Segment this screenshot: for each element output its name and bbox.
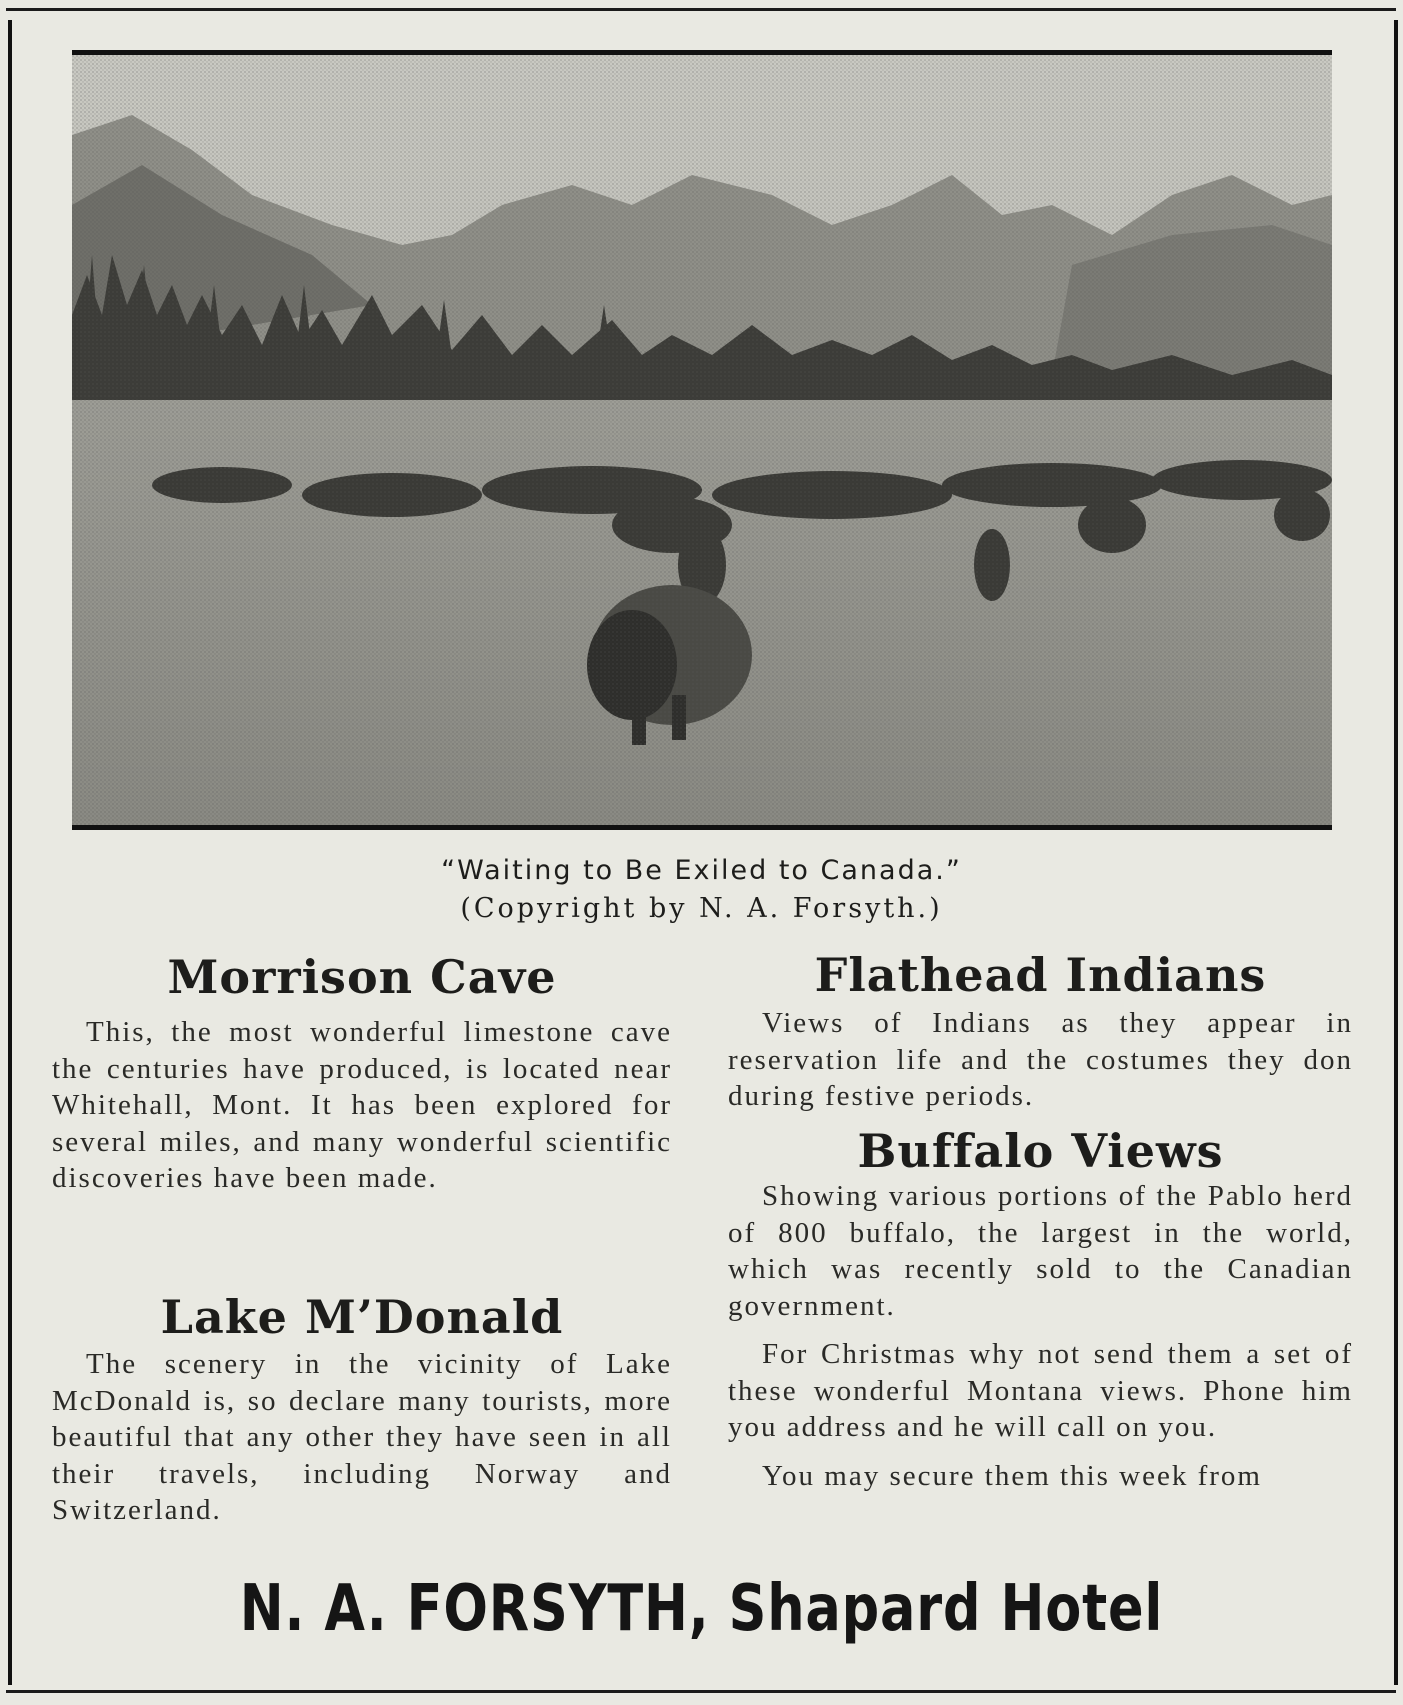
photo-caption: “Waiting to Be Exiled to Canada.” bbox=[441, 855, 962, 886]
flathead-indians-heading: Flathead Indians bbox=[814, 948, 1267, 1002]
morrison-cave-heading: Morrison Cave bbox=[167, 950, 557, 1004]
flathead-indians-paragraph: Views of Indians as they appear in reservation life and the costumes they don during festive periods. bbox=[728, 1007, 1353, 1112]
photo-copyright: (Copyright by N. A. Forsyth.) bbox=[460, 893, 943, 924]
lake-mcdonald-text bbox=[52, 1346, 672, 1529]
buffalo-views-paragraph-3: You may secure them this week from bbox=[762, 1459, 1262, 1492]
flathead-indians-text bbox=[728, 1005, 1353, 1115]
buffalo-views-paragraph-2: For Christmas why not send them a set of these wonderful Montana views. Phone him you address and he will call on you. bbox=[728, 1338, 1353, 1443]
lake-mcdonald-paragraph: The scenery in the vicinity of Lake McDonald is, so declare many tourists, more beautiful that any other they have seen in all their travels, including Norway and Switzerland. bbox=[52, 1348, 672, 1526]
advertiser-name: N. A. FORSYTH, Shapard Hotel bbox=[239, 1572, 1164, 1646]
buffalo-herd-photo bbox=[72, 50, 1332, 830]
lake-mcdonald-heading: Lake M’Donald bbox=[160, 1290, 564, 1344]
morrison-cave-paragraph: This, the most wonderful limestone cave the centuries have produced, is located near Whitehall, Mont. It has been explored for several miles, and many wonderful scientific discoveries have been made. bbox=[52, 1016, 672, 1194]
photo-illustration bbox=[72, 55, 1332, 825]
buffalo-views-paragraph-1: Showing various portions of the Pablo herd of 800 buffalo, the largest in the world, which was recently sold to the Canadian government. bbox=[728, 1180, 1353, 1322]
morrison-cave-text bbox=[52, 1014, 672, 1197]
buffalo-views-heading: Buffalo Views bbox=[857, 1124, 1224, 1178]
top-rule bbox=[6, 8, 1396, 11]
buffalo-views-text bbox=[728, 1178, 1353, 1494]
bottom-rule bbox=[6, 1690, 1396, 1693]
